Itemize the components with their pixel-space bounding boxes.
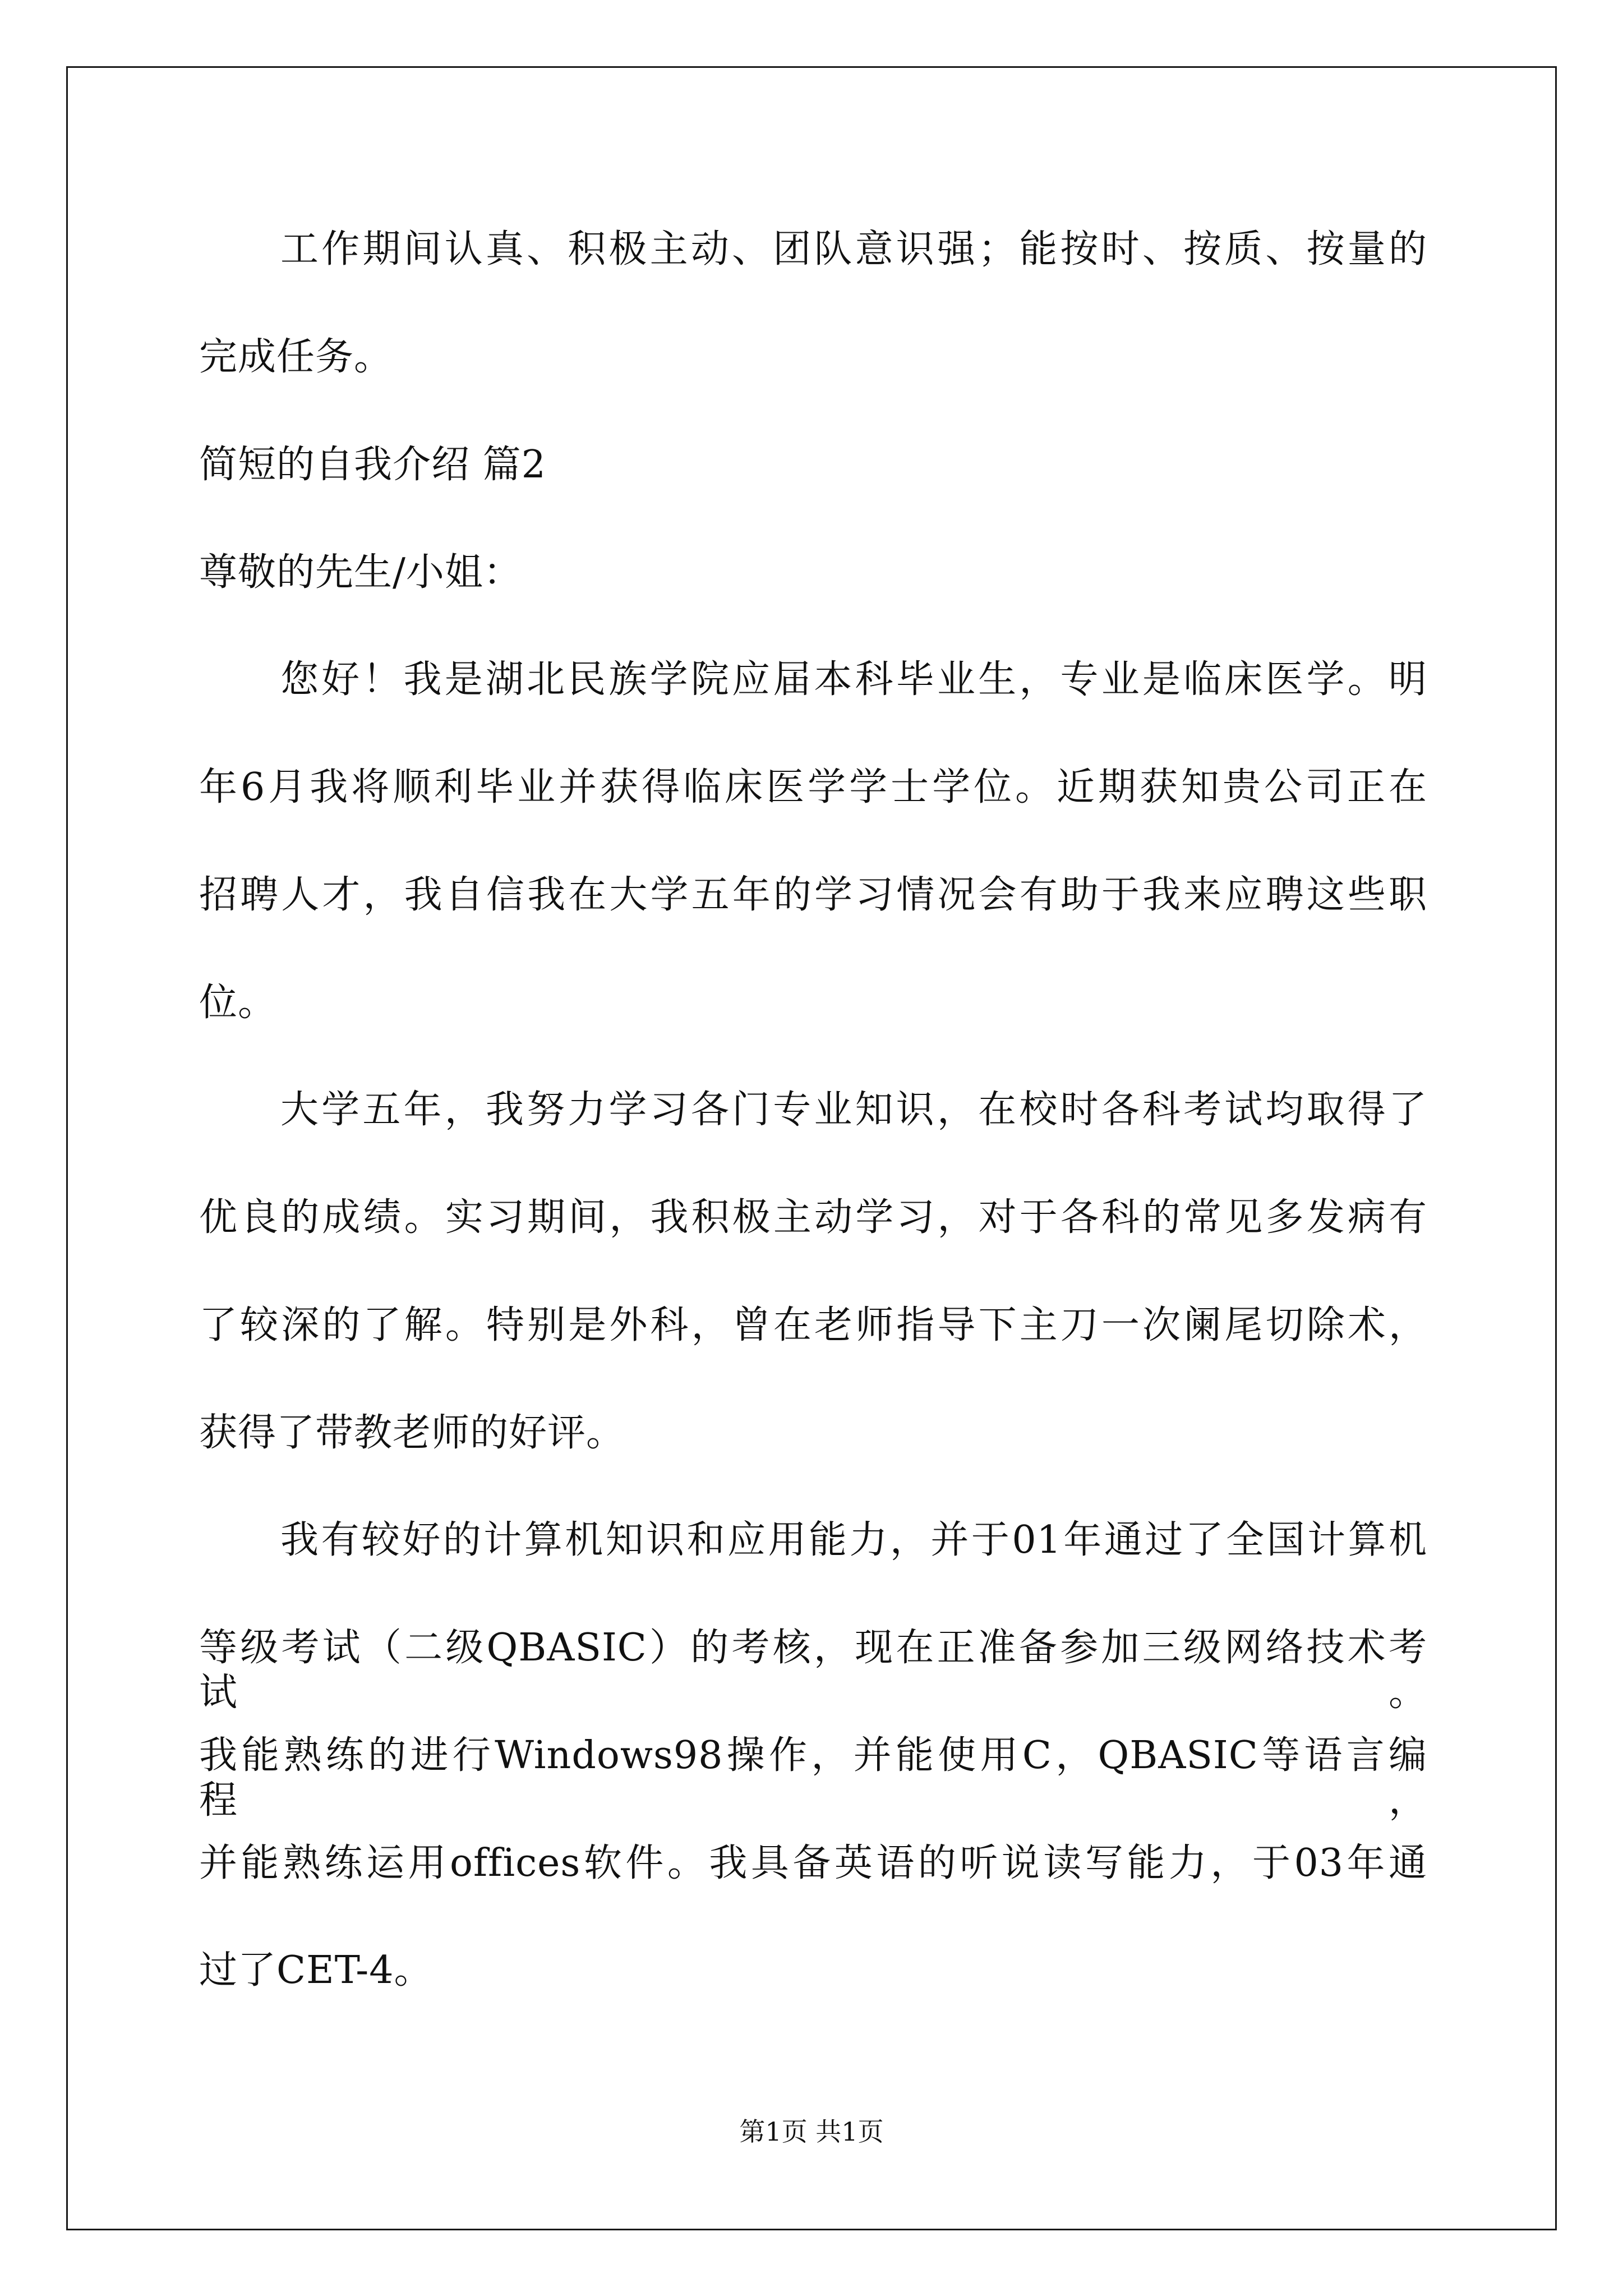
paragraph-line: 并能熟练运用offices软件。我具备英语的听说读写能力，于03年通 [199,1841,1427,1885]
paragraph-line: 获得了带教老师的好评。 [199,1411,625,1455]
section-heading: 简短的自我介绍 篇2 [199,443,546,487]
paragraph-line: 工作期间认真、积极主动、团队意识强；能按时、按质、按量的 [280,227,1427,272]
paragraph-line: 等级考试（二级QBASIC）的考核，现在正准备参加三级网络技术考试。 [199,1626,1427,1715]
paragraph-line: 过了CET-4。 [199,1948,433,1993]
paragraph-line: 我有较好的计算机知识和应用能力，并于01年通过了全国计算机 [280,1518,1427,1562]
paragraph-line: 了较深的了解。特别是外科，曾在老师指导下主刀一次阑尾切除术， [199,1303,1427,1347]
paragraph-line: 完成任务。 [199,335,393,379]
paragraph-line: 位。 [199,981,277,1025]
paragraph-line: 我能熟练的进行Windows98操作，并能使用C，QBASIC等语言编程， [199,1733,1427,1823]
paragraph-line: 年6月我将顺利毕业并获得临床医学学士学位。近期获知贵公司正在 [199,765,1427,809]
page-footer: 第1页 共1页 [739,2116,884,2147]
paragraph-line: 您好！我是湖北民族学院应届本科毕业生，专业是临床医学。明 [280,657,1427,702]
paragraph-line: 大学五年，我努力学习各门专业知识，在校时各科考试均取得了 [280,1088,1427,1132]
salutation: 尊敬的先生/小姐： [199,550,522,595]
paragraph-line: 优良的成绩。实习期间，我积极主动学习，对于各科的常见多发病有 [199,1195,1427,1240]
page-border [66,66,1557,2230]
paragraph-line: 招聘人才，我自信我在大学五年的学习情况会有助于我来应聘这些职 [199,873,1427,917]
